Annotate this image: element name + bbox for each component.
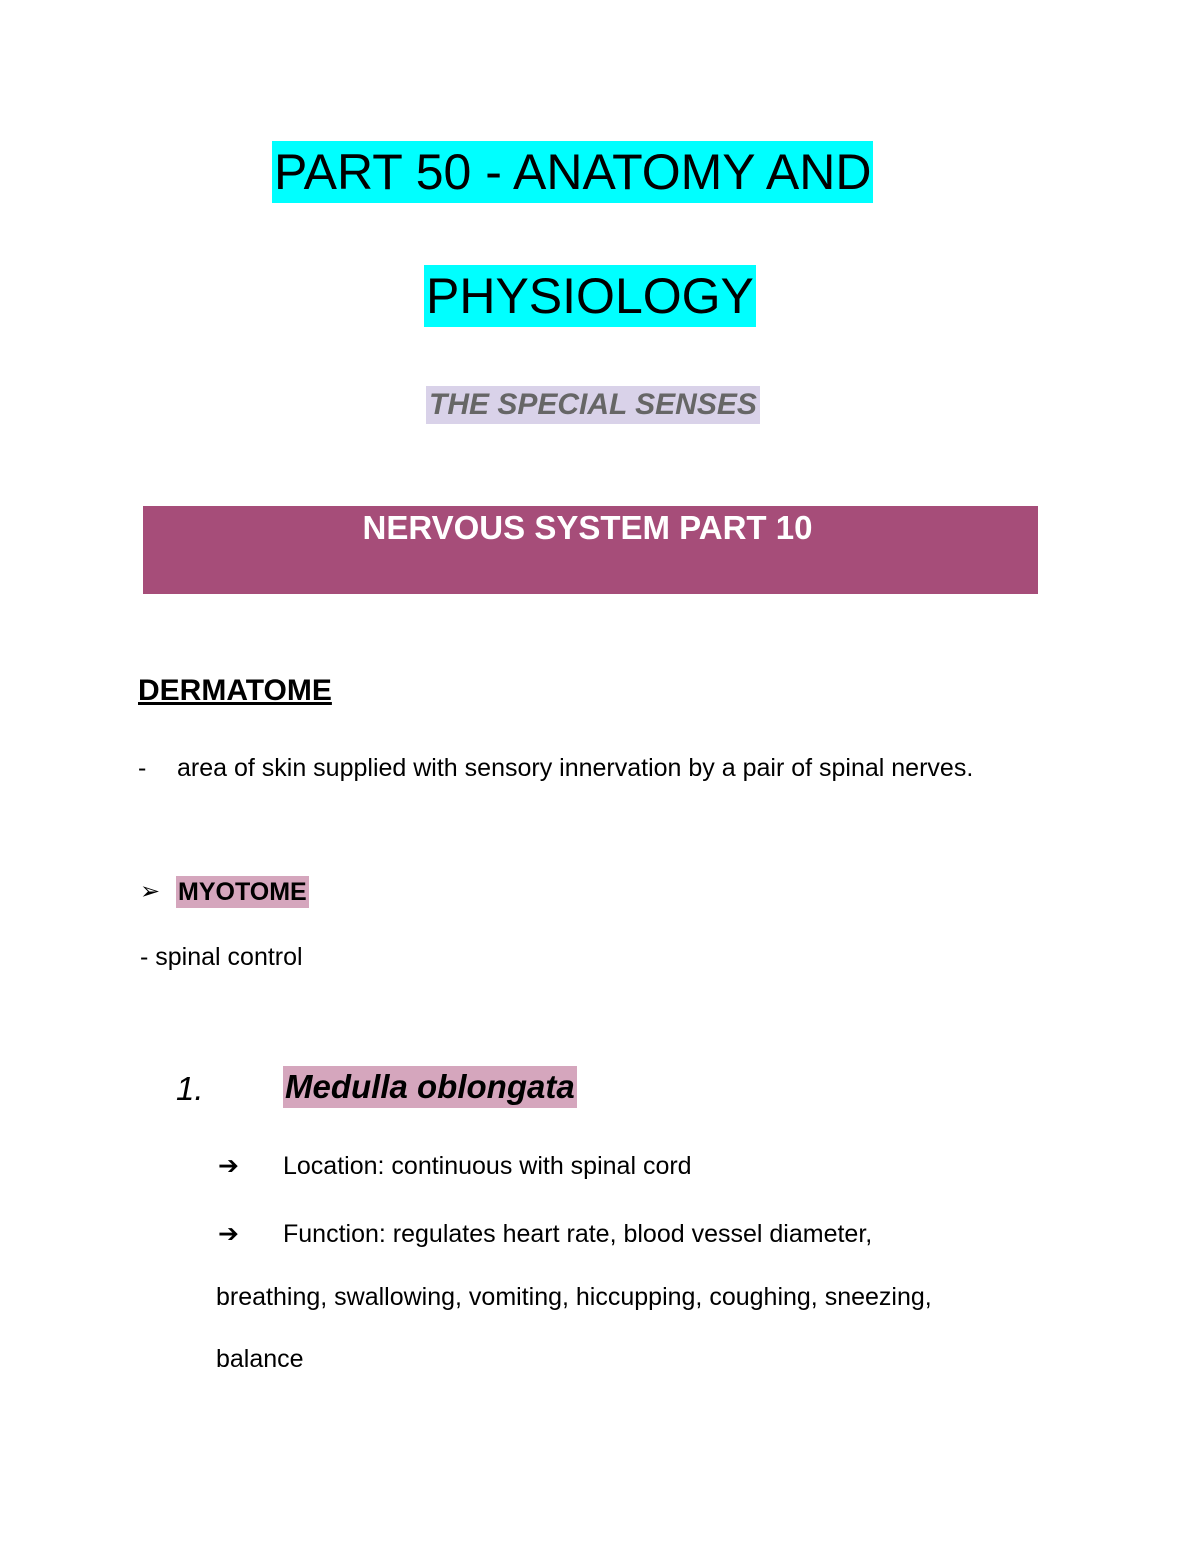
right-arrow-icon: ➔	[218, 1152, 239, 1180]
medulla-function-line-1: Function: regulates heart rate, blood vessel diameter,	[283, 1220, 873, 1248]
dermatome-definition: area of skin supplied with sensory innervation by a pair of spinal nerves.	[177, 754, 974, 782]
page-title-line-2: PHYSIOLOGY	[424, 265, 756, 327]
medulla-function-line-2: breathing, swallowing, vomiting, hiccupping, coughing, sneezing,	[216, 1283, 932, 1311]
arrow-bullet-icon: ➢	[140, 878, 161, 905]
medulla-function-line-3: balance	[216, 1345, 304, 1373]
page-title-line-1: PART 50 - ANATOMY AND	[272, 141, 873, 203]
dermatome-heading: DERMATOME	[138, 674, 332, 707]
right-arrow-icon: ➔	[218, 1220, 239, 1248]
medulla-heading: Medulla oblongata	[283, 1066, 577, 1108]
myotome-definition: - spinal control	[140, 943, 303, 971]
medulla-location: Location: continuous with spinal cord	[283, 1152, 692, 1180]
page-subtitle: THE SPECIAL SENSES	[426, 386, 760, 424]
section-banner-label: NERVOUS SYSTEM PART 10	[362, 509, 813, 546]
section-banner-text	[143, 506, 1038, 550]
list-number: 1.	[176, 1070, 204, 1107]
dermatome-bullet: -	[138, 754, 147, 782]
myotome-heading: MYOTOME	[178, 878, 307, 906]
